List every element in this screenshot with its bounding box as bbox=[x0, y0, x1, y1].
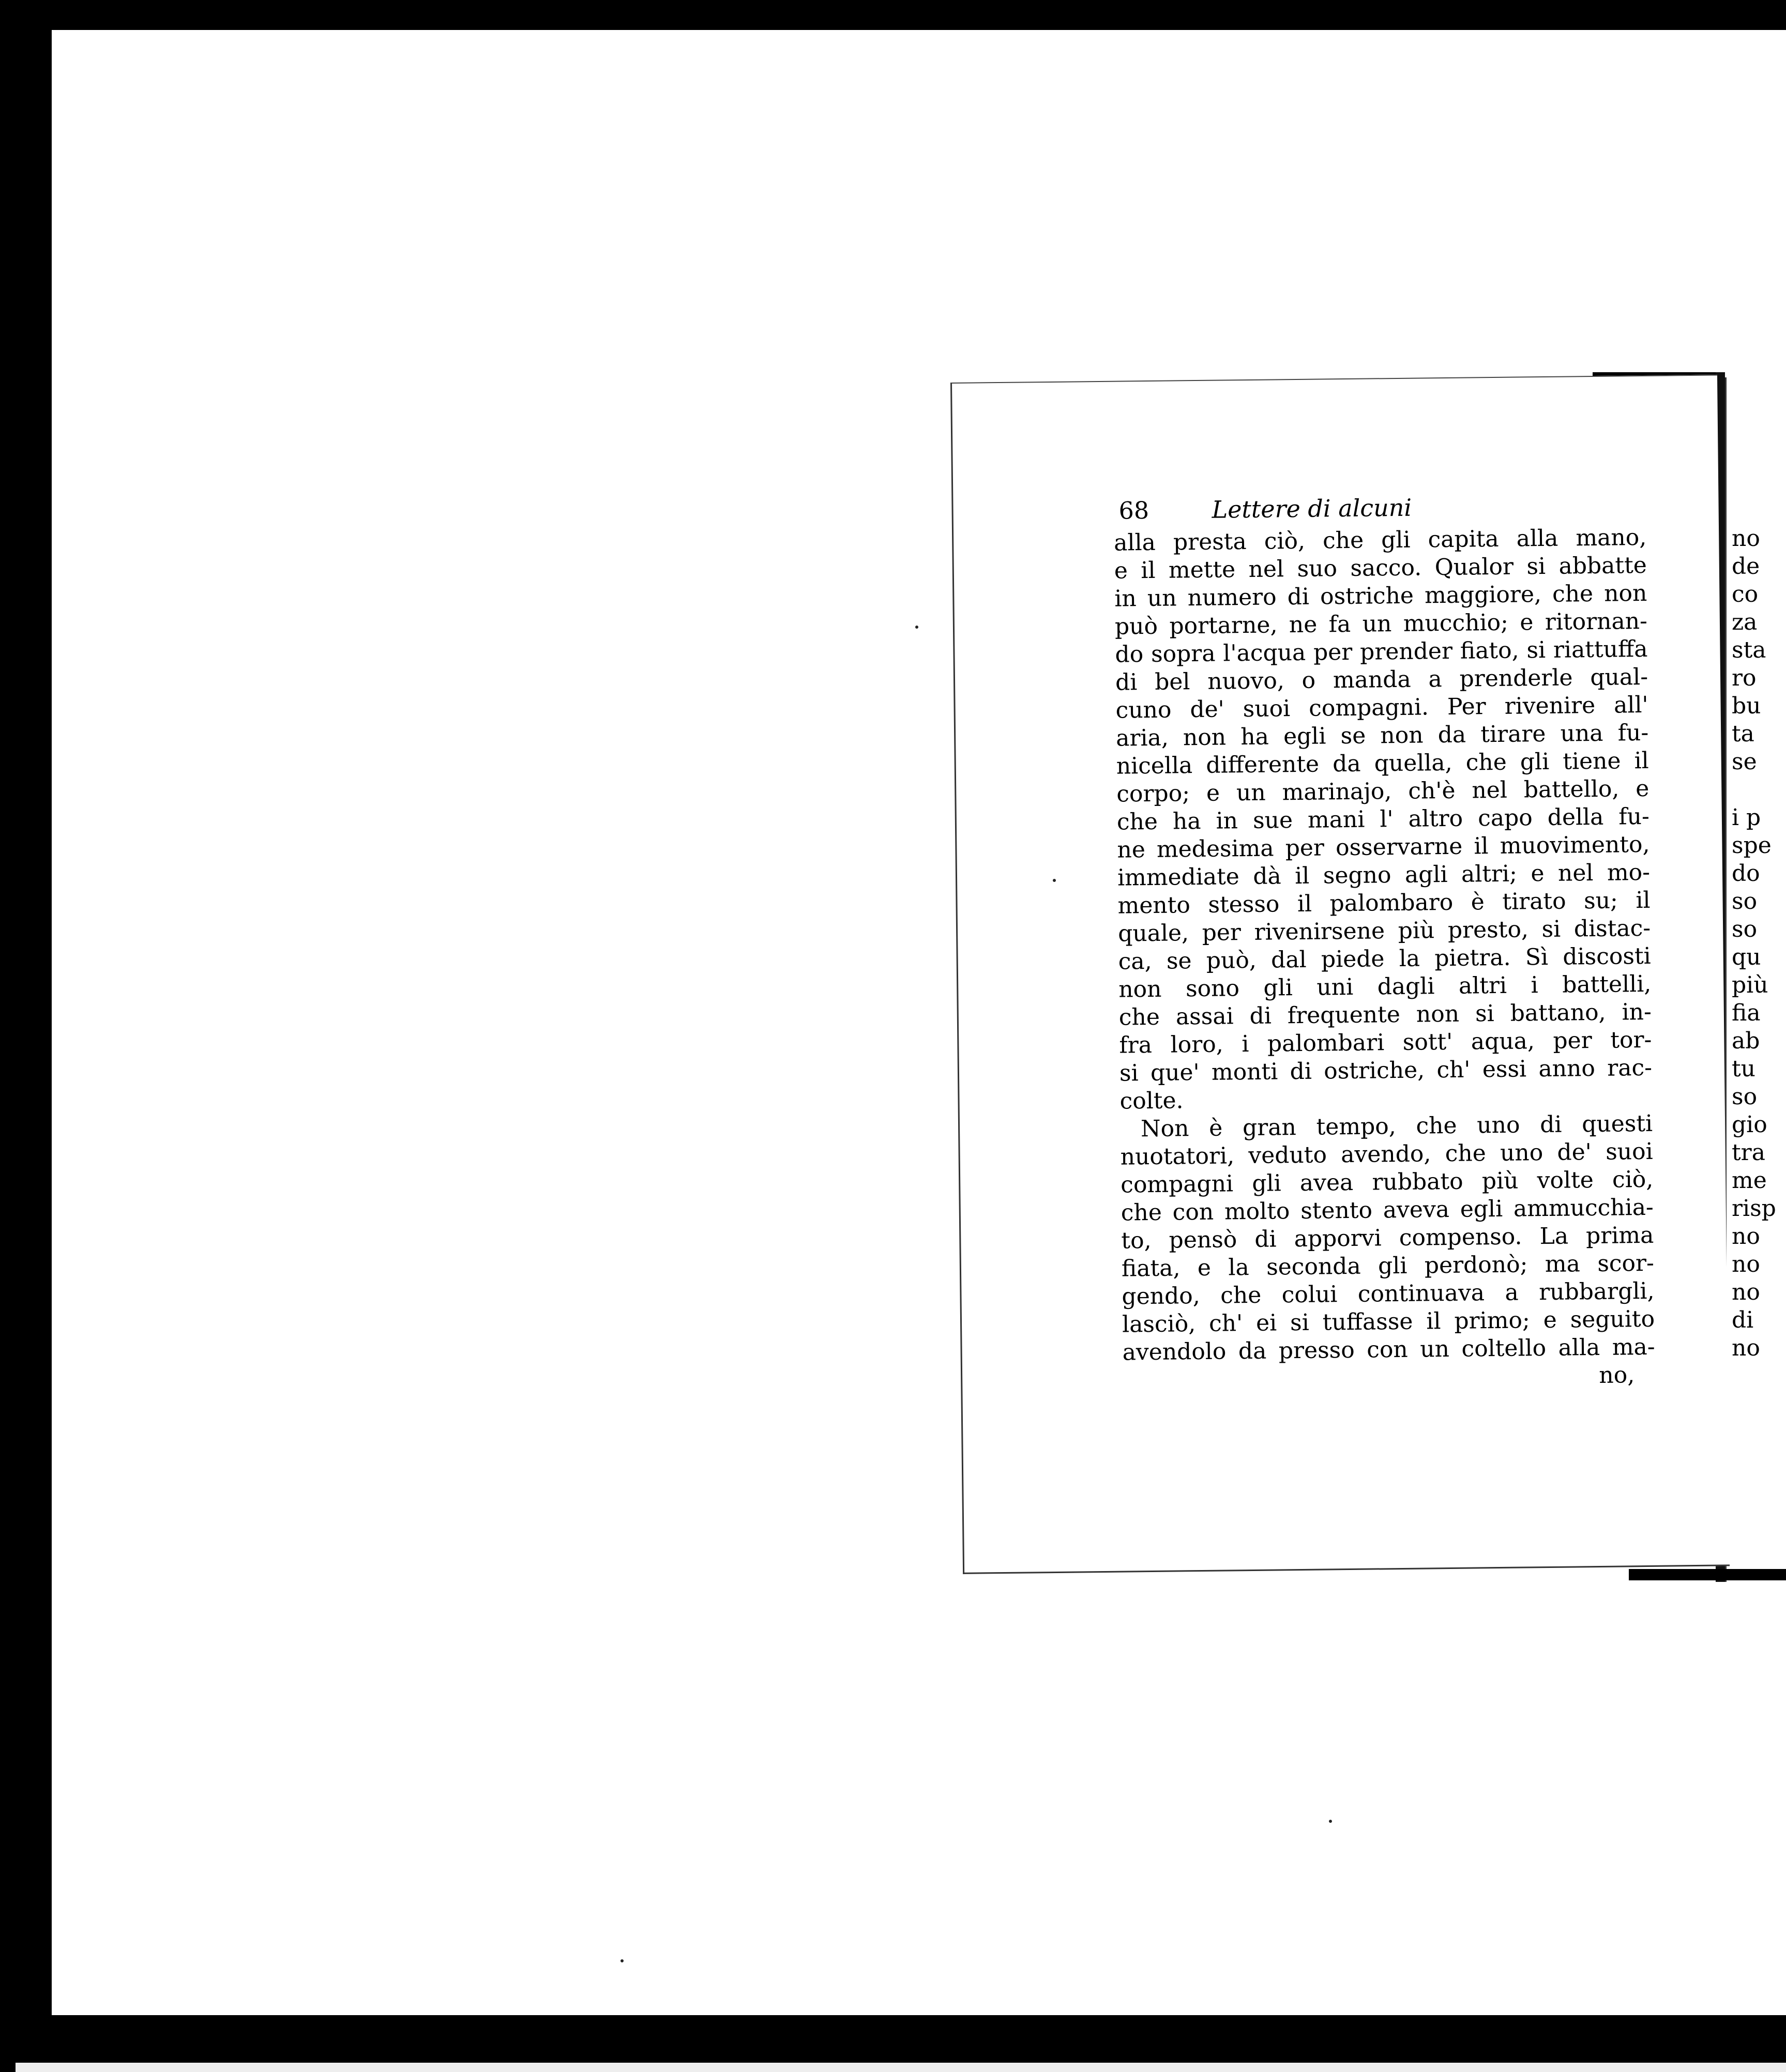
scan-speck bbox=[1329, 1820, 1332, 1823]
facing-text-fragment: di bbox=[1732, 1307, 1754, 1333]
facing-text-fragment: no bbox=[1732, 1251, 1760, 1277]
bottom-border bbox=[0, 2015, 1786, 2072]
facing-text-fragment: do bbox=[1732, 860, 1760, 887]
text-line: colte. bbox=[1119, 1087, 1184, 1115]
text-line: nuotatori, veduto avendo, che uno de' suoi bbox=[1120, 1138, 1653, 1170]
text-line: che con molto stento aveva egli ammucchia- bbox=[1121, 1194, 1654, 1226]
text-line: immediate dà il segno agli altri; e nel mo- bbox=[1117, 859, 1651, 891]
facing-text-fragment: sta bbox=[1732, 637, 1766, 663]
page-number: 68 bbox=[1118, 496, 1149, 525]
text-line: di bel nuovo, o manda a prenderle qual- bbox=[1115, 663, 1648, 696]
facing-text-fragment: so bbox=[1732, 888, 1758, 915]
book-page bbox=[950, 374, 1730, 1574]
facing-text-fragment: spe bbox=[1732, 832, 1772, 859]
text-line: fiata, e la seconda gli perdonò; ma scor- bbox=[1121, 1250, 1655, 1282]
text-line: non sono gli uni dagli altri i battelli, bbox=[1118, 970, 1652, 1003]
text-line: ne medesima per osservarne il muovimento, bbox=[1117, 831, 1650, 863]
facing-text-fragment: co bbox=[1732, 581, 1759, 607]
facing-text-fragment: ro bbox=[1732, 665, 1757, 691]
text-line: Non è gran tempo, che uno di questi bbox=[1140, 1110, 1653, 1142]
facing-text-fragment: me bbox=[1732, 1167, 1767, 1194]
text-line: fra loro, i palombari sott' aqua, per tor- bbox=[1119, 1026, 1652, 1059]
facing-text-fragment: no bbox=[1732, 1279, 1760, 1305]
text-line: e il mette nel suo sacco. Qualor si abbatte bbox=[1114, 552, 1647, 584]
facing-page-text bbox=[1732, 525, 1776, 1362]
text-line: corpo; e un marinajo, ch'è nel battello, e bbox=[1116, 775, 1649, 808]
facing-text-fragment: de bbox=[1732, 553, 1760, 580]
facing-text-fragment: qu bbox=[1732, 944, 1761, 970]
facing-text-fragment: za bbox=[1732, 609, 1758, 635]
facing-text-fragment: no bbox=[1732, 1335, 1760, 1361]
text-line: aria, non ha egli se non da tirare una fu- bbox=[1115, 719, 1649, 752]
text-line: do sopra l'acqua per prender fiato, si riattuffa bbox=[1115, 635, 1648, 668]
page-body-text bbox=[1114, 524, 1655, 1395]
scan-speck bbox=[915, 626, 918, 629]
text-line: nicella differente da quella, che gli tiene il bbox=[1116, 747, 1649, 780]
facing-text-fragment: se bbox=[1732, 749, 1757, 775]
text-line: in un numero di ostriche maggiore, che non bbox=[1114, 580, 1647, 612]
text-line: cuno de' suoi compagni. Per rivenire all' bbox=[1115, 691, 1648, 724]
facing-text-fragment: tu bbox=[1732, 1056, 1756, 1082]
text-line: compagni gli avea rubbato più volte ciò, bbox=[1121, 1166, 1654, 1198]
text-line: gendo, che colui continuava a rubbargli, bbox=[1122, 1277, 1655, 1310]
text-line: lasciò, ch' ei si tuffasse il primo; e seguito bbox=[1122, 1305, 1655, 1338]
text-line: mento stesso il palombaro è tirato su; il bbox=[1117, 887, 1651, 919]
text-line: che assai di frequente non si battano, in- bbox=[1118, 998, 1652, 1031]
facing-text-fragment: no bbox=[1732, 525, 1760, 552]
scan-speck bbox=[1053, 879, 1056, 882]
running-title: Lettere di alcuni bbox=[1212, 493, 1412, 524]
scan-speck bbox=[620, 1959, 624, 1962]
facing-text-fragment: so bbox=[1732, 1084, 1758, 1110]
text-line: ca, se può, dal piede la pietra. Sì discosti bbox=[1118, 942, 1651, 975]
facing-text-fragment: bu bbox=[1732, 693, 1761, 719]
facing-text-fragment: so bbox=[1732, 916, 1758, 942]
facing-page-edge bbox=[1725, 377, 1786, 1582]
facing-text-fragment: più bbox=[1732, 972, 1768, 998]
text-line: to, pensò di apporvi compenso. La prima bbox=[1121, 1222, 1654, 1254]
page-header bbox=[1118, 492, 1595, 528]
facing-text-fragment: risp bbox=[1732, 1195, 1776, 1222]
facing-text-fragment: no bbox=[1732, 1223, 1760, 1250]
text-line: alla presta ciò, che gli capita alla mano, bbox=[1113, 524, 1647, 556]
text-line: che ha in sue mani l' altro capo della fu- bbox=[1116, 803, 1650, 835]
text-line: avendolo da presso con un coltello alla ma- bbox=[1122, 1333, 1655, 1366]
facing-text-fragment: ta bbox=[1732, 721, 1754, 747]
facing-text-fragment: tra bbox=[1732, 1139, 1765, 1166]
text-line: quale, per rivenirsene più presto, si distac- bbox=[1117, 915, 1651, 947]
facing-text-fragment: gio bbox=[1732, 1111, 1767, 1138]
facing-text-fragment: fia bbox=[1732, 1000, 1761, 1026]
text-line: si que' monti di ostriche, ch' essi anno rac- bbox=[1119, 1054, 1653, 1087]
facing-text-fragment bbox=[1732, 776, 1776, 804]
facing-text-fragment: ab bbox=[1732, 1028, 1760, 1054]
binding-shadow-bottom bbox=[1629, 1569, 1786, 1580]
catchword: no, bbox=[1599, 1362, 1635, 1389]
facing-text-fragment: i p bbox=[1732, 804, 1761, 831]
text-line: può portarne, ne fa un mucchio; e ritornan- bbox=[1114, 607, 1648, 640]
